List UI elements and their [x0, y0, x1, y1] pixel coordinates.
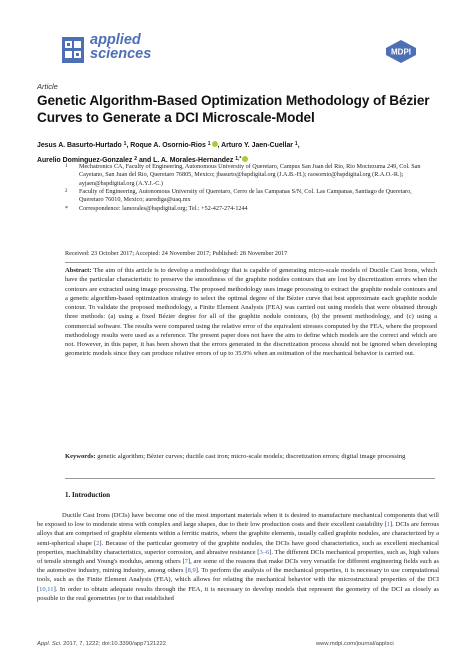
author-affil-mark: 1: [207, 141, 211, 147]
author-name: L. A. Morales-Hernandez: [153, 156, 234, 164]
author-affil-mark: 1: [123, 141, 127, 147]
affiliation-text: Mechatronics CA, Faculty of Engineering, Autonomous University of Queretaro, Campus San Juan del Rio, Rio Moctezuma 249, Col. San Cayetano, San Juan del Rio, Queretaro 76805, Mexico; jbasurto@hspdigital.org (J.A.B.-H.); raosornio@hspdigital.org (R.A.O.-R.); ayjaen@hspdigital.org (A.Y.J.-C.): [79, 164, 421, 187]
section-heading: 1. Introduction: [65, 491, 110, 499]
citation-link[interactable]: 2: [96, 539, 100, 547]
author-affil-mark: 1,*: [235, 155, 242, 162]
journal-name: applied sciences: [90, 32, 152, 62]
footer-doi[interactable]: 2017, 7, 1222; doi:10.3390/app7121222: [61, 641, 166, 647]
affiliation-text: Faculty of Engineering, Autonomous University of Queretaro, Cerro de las Campanas S/N, Col. Las Campanas, Santiago de Queretaro, Queretaro 76010, Mexico; aurediga@uaq.mx: [79, 189, 412, 204]
orcid-icon[interactable]: [242, 156, 248, 162]
divider: [65, 478, 435, 479]
citation-link[interactable]: 8,9: [187, 567, 196, 575]
abstract-label: Abstract:: [65, 267, 92, 274]
publisher-name: MDPI: [391, 47, 411, 57]
page-title: Genetic Algorithm-Based Optimization Methodology of Bézier Curves to Generate a DCI Microscale-Model: [37, 93, 430, 125]
affiliation-number: 1: [65, 164, 68, 169]
author-name: Roque A. Osornio-Rios: [130, 142, 206, 149]
footer-citation: [37, 641, 166, 647]
publisher-logo: [384, 39, 418, 64]
correspondence-mark: *: [65, 205, 68, 212]
publication-dates: Received: 23 October 2017; Accepted: 24 November 2017; Published: 28 November 2017: [65, 251, 288, 257]
citation-link[interactable]: 3–6: [259, 548, 270, 556]
intro-paragraph: Ductile Cast Irons (DCIs) have become one of the most important materials when it is desired to manufacture mechanical components that will be exposed to low to moderate stress with complex and large shapes, due to their low production costs and their excellent castability [1]. DCIs are ferrous alloys that are comprised of graphite elements within a ferritic matrix, where the graphite elements, usually called graphite nodules, are characterized by a semi-spherical shape [2]. Because of the particular geometry of the graphite nodules, the DCIs have good characteristics, such as excellent mechanical properties, machinability characteristics, superior corrosion, and abrasive resistance [3–6]. The different DCIs mechanical properties, such as, high values of tensile strength and Young's modulus, among others [7], are some of the reasons that make DCIs very versatile for different engineering fields such as the automotive industry, mining industry, among others [8,9]. To perform the analysis of the mechanical properties, it is necessary to use computational tools, such as the Finite Element Analysis (FEA), which allows for relating the mechanical behavior with the microstructural properties of the DCI [10,11]. In order to obtain adequate results through the FEA, it is necessary to develop models that represent the geometry of the DCI as closely as possible to the real geometries (or to that established: [37, 512, 440, 602]
affiliation-number: 2: [65, 189, 68, 195]
affiliation-item: [65, 188, 435, 205]
citation-link[interactable]: 7: [184, 557, 188, 565]
keywords-text: genetic algorithm; Bézier curves; ductile cast iron; micro-scale models; discretization errors; digital image processing: [97, 453, 406, 460]
article-type: Article: [37, 82, 58, 91]
author-name: Jesus A. Basurto-Hurtado: [37, 142, 122, 149]
orcid-icon[interactable]: [212, 141, 218, 147]
citation-link[interactable]: 1: [386, 521, 390, 529]
journal-logo-icon: [62, 37, 84, 63]
author-list: Jesus A. Basurto-Hurtado $^1$, Roque A. Osornio-Rios $^1$ , Arturo Y. Jaen-Cuellar $^1$, Aurelio Dominguez-Gonzalez $^2$ and L. A. Morales-Hernandez $^{1,*}$: [37, 141, 300, 164]
footer-journal: Appl. Sci.: [37, 641, 62, 647]
author-name: Aurelio Dominguez-Gonzalez: [37, 156, 133, 164]
abstract-text: The aim of this article is to develop a methodology that is capable of generating micro-scale models of Ductile Cast Irons, which have the particular characteristic to preserve the smoothness of the graphite nodules contours that are lost by discretization errors when the contours are extracted using image processing. The proposed methodology uses image processing to extract the graphite nodule contours and a genetic algorithm-based optimization strategy to select the optimal degree of the Bézier curve that best approximate each graphite nodule contour. To validate the proposed methodology, a Finite Element Analysis (FEA) was carried out using models that were obtained through three methods: (a) using a fixed Bézier degree for all of the graphite nodule contours, (b) the present methodology, and (c) using a commercial software. The results were compared using the relative error of the equivalent stresses computed by the FEA, where the proposed methodology results were used as a reference. The present paper does not have the aim to define which models are the correct and which are not. However, in this paper, it has been shown that the errors generated in the discretization process should not be ignored when developing geometric models since they can produce relative errors of up to 35.9% when an estimation of the mechanical behavior is carried out.: [65, 267, 437, 358]
affiliation-item: [65, 163, 435, 188]
keywords-label: Keywords:: [65, 453, 96, 460]
author-affil-mark: 1: [294, 141, 298, 147]
keywords: [65, 452, 437, 461]
abstract: [65, 266, 437, 359]
affiliation-list: [65, 163, 435, 213]
citation-link[interactable]: 10,11: [39, 585, 54, 593]
footer-url[interactable]: www.mdpi.com/journal/applsci: [316, 641, 394, 647]
correspondence-text: Correspondence: lamorales@hspdigital.org; Tel.: +52-427-274-1244: [79, 205, 248, 212]
author-affil-mark: 2: [134, 155, 138, 162]
correspondence-item: [65, 205, 435, 213]
author-name: Arturo Y. Jaen-Cuellar: [221, 142, 293, 149]
divider: [65, 262, 435, 263]
